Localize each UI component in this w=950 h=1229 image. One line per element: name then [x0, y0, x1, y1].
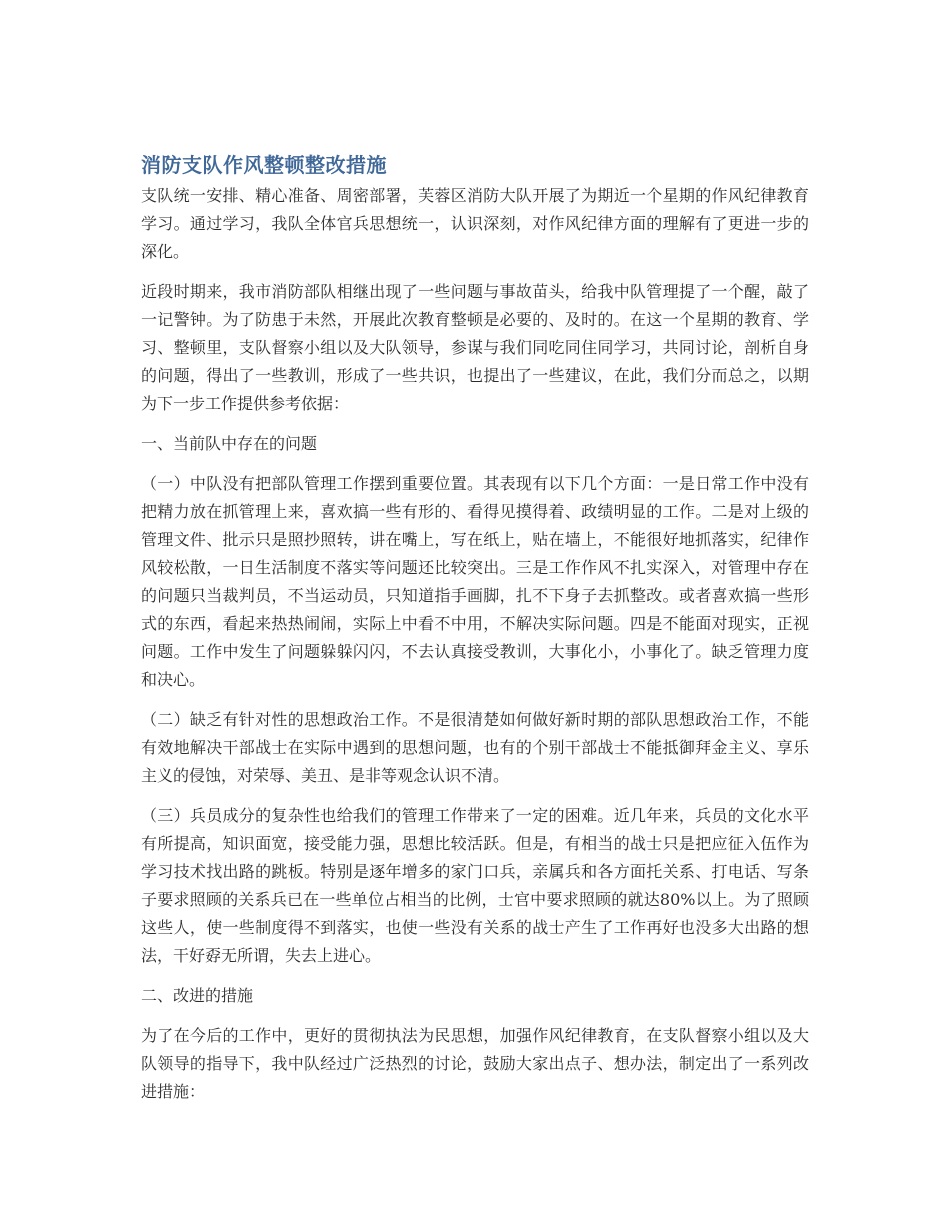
document-page	[141, 150, 809, 1118]
measures-intro-paragraph: 为了在今后的工作中，更好的贯彻执法为民思想，加强作风纪律教育，在支队督察小组以及大队领导的指导下，我中队经过广泛热烈的讨论，鼓励大家出点子、想办法，制定出了一系列改进措施：	[141, 1026, 809, 1101]
problem-paragraph-3: （三）兵员成分的复杂性也给我们的管理工作带来了一定的困难。近几年来，兵员的文化水平有所提高，知识面宽，接受能力强，思想比较活跃。但是，有相当的战士只是把应征入伍作为学习技术找出路的跳板。特别是逐年增多的家门口兵，亲属兵和各方面托关系、打电话、写条子要求照顾的关系兵已在一些单位占相当的比例，士官中要求照顾的就达80%以上。为了照顾这些人，使一些制度得不到落实，也使一些没有关系的战士产生了工作再好也没多大出路的想法，干好孬无所谓，失去上进心。	[141, 806, 809, 965]
intro-paragraph: 支队统一安排、精心准备、周密部署，芙蓉区消防大队开展了为期近一个星期的作风纪律教育学习。通过学习，我队全体官兵思想统一，认识深刻，对作风纪律方面的理解有了更进一步的深化。	[141, 186, 809, 261]
document-title: 消防支队作风整顿整改措施	[141, 153, 387, 177]
problem-paragraph-2: （二）缺乏有针对性的思想政治工作。不是很清楚如何做好新时期的部队思想政治工作，不能有效地解决干部战士在实际中遇到的思想问题，也有的个别干部战士不能抵御拜金主义、享乐主义的侵蚀，对荣辱、美丑、是非等观念认识不清。	[141, 710, 809, 785]
background-paragraph: 近段时期来，我市消防部队相继出现了一些问题与事故苗头，给我中队管理提了一个醒，敲了一记警钟。为了防患于未然，开展此次教育整顿是必要的、及时的。在这一个星期的教育、学习、整顿里，支队督察小组以及大队领导，参谋与我们同吃同住同学习，共同讨论，剖析自身的问题，得出了一些教训，形成了一些共识，也提出了一些建议，在此，我们分而总之，以期为下一步工作提供参考依据：	[141, 282, 809, 413]
section-heading-measures: 二、改进的措施	[141, 986, 254, 1005]
problem-paragraph-1: （一）中队没有把部队管理工作摆到重要位置。其表现有以下几个方面：一是日常工作中没有把精力放在抓管理上来，喜欢搞一些有形的、看得见摸得着、政绩明显的工作。二是对上级的管理文件、批示只是照抄照转，讲在嘴上，写在纸上，贴在墙上，不能很好地抓落实，纪律作风较松散，一日生活制度不落实等问题还比较突出。三是工作作风不扎实深入，对管理中存在的问题只当裁判员，不当运动员，只知道指手画脚，扎不下身子去抓整改。或者喜欢搞一些形式的东西，看起来热热闹闹，实际上中看不中用，不解决实际问题。四是不能面对现实，正视问题。工作中发生了问题躲躲闪闪，不去认真接受教训，大事化小，小事化了。缺乏管理力度和决心。	[141, 474, 809, 689]
section-heading-problems: 一、当前队中存在的问题	[141, 434, 318, 453]
